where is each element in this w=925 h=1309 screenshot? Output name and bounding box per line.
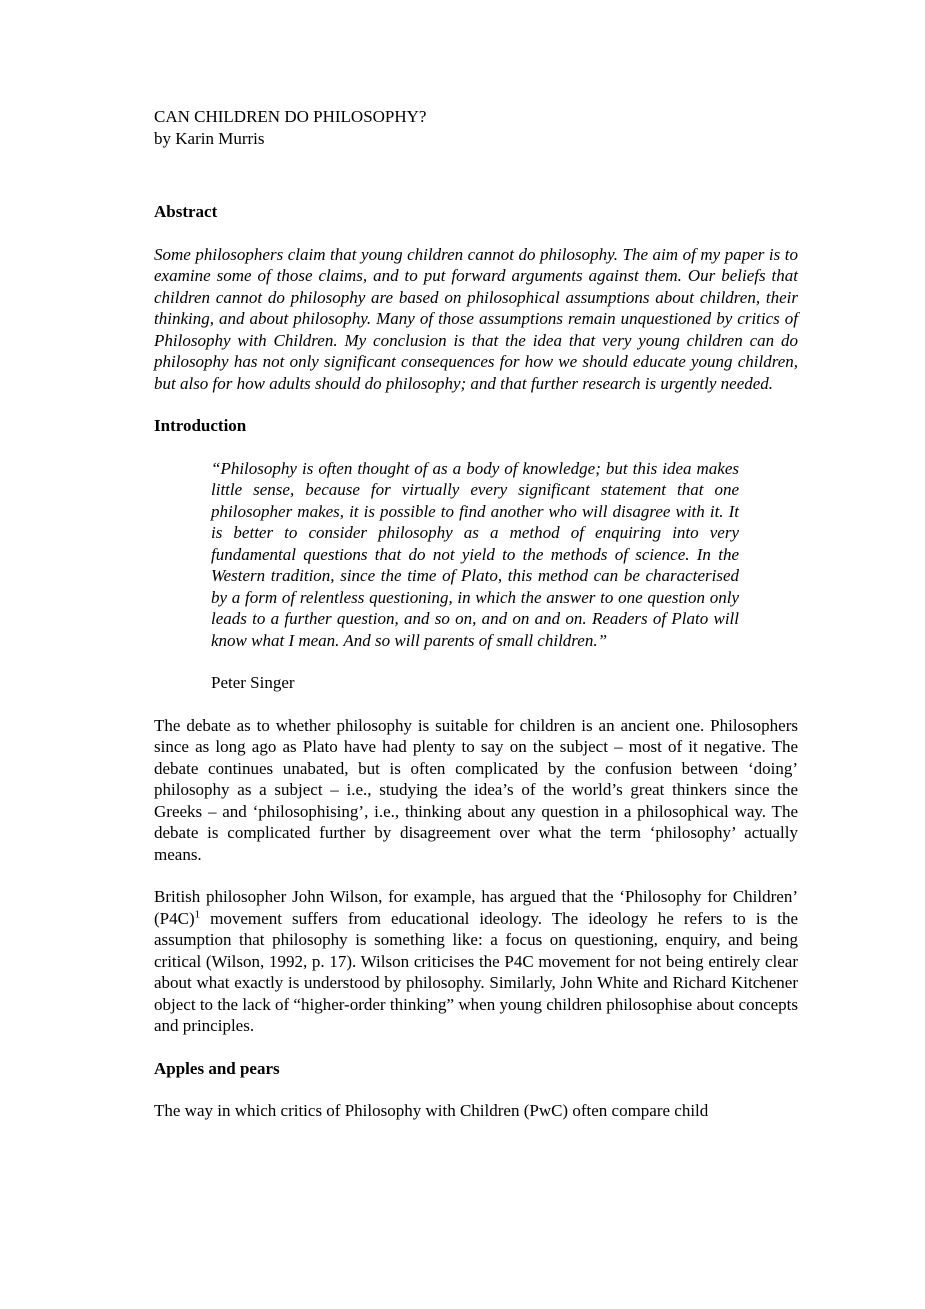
paragraph-apples-intro: The way in which critics of Philosophy with Children (PwC) often compare child: [154, 1101, 709, 1120]
title-block: [154, 106, 798, 149]
paragraph-wilson: [154, 886, 798, 1037]
quote-attribution: Peter Singer: [211, 673, 295, 692]
apples-and-pears-heading: Apples and pears: [154, 1058, 280, 1078]
paragraph-debate: The debate as to whether philosophy is suitable for children is an ancient one. Philosophers since as long ago as Plato have had plenty to say on the subject – most of it negative. The debate continues unabated, but is often complicated by the confusion between ‘doing’ philosophy as a subject – i.e., studying the idea’s of the world’s great thinkers since the Greeks – and ‘philosophising’, i.e., thinking about any question in a philosophical way. The debate is complicated further by disagreement over what the term ‘philosophy’ actually means.: [154, 715, 798, 864]
introduction-heading: Introduction: [154, 416, 247, 435]
wilson-text-after-footnote: movement suffers from educational ideology. The ideology he refers to is the assumption that philosophy is something like: a focus on questioning, enquiry, and being critical (Wilson, 1992, p. 17). Wilson criticises the P4C movement for not being entirely clear about what exactly is understood by philosophy. Similarly, John White and Richard Kitchener object to the lack of “higher-order thinking” when young children philosophise about concepts and principles.: [154, 908, 798, 1035]
paper-title: CAN CHILDREN DO PHILOSOPHY?: [154, 107, 427, 126]
singer-quote: “Philosophy is often thought of as a body of knowledge; but this idea makes little sense, because for virtually every significant statement that one philosopher makes, it is possible to find another who will disagree with it. It is better to consider philosophy as a method of enquiring into very fundamental questions that do not yield to the methods of science. In the Western tradition, since the time of Plato, this method can be characterised by a form of relentless questioning, in which the answer to one question only leads to a further question, and so on, and on and on. Readers of Plato will know what I mean. And so will parents of small children.”: [211, 458, 739, 650]
wilson-text-before-footnote: British philosopher John Wilson, for example, has argued that the ‘Philosophy for Children’ (P4C): [154, 887, 798, 928]
abstract-text: Some philosophers claim that young children cannot do philosophy. The aim of my paper is to examine some of those claims, and to put forward arguments against them. Our beliefs that children cannot do philosophy are based on philosophical assumptions about children, their thinking, and about philosophy. Many of those assumptions remain unquestioned by critics of Philosophy with Children. My conclusion is that the idea that very young children can do philosophy has not only significant consequences for how we should educate young children, but also for how adults should do philosophy; and that further research is urgently needed.: [154, 244, 798, 393]
footnote-reference-1: 1: [194, 907, 201, 920]
page-content: [154, 106, 798, 1122]
paper-byline: by Karin Murris: [154, 128, 265, 148]
abstract-heading: Abstract: [154, 202, 218, 221]
